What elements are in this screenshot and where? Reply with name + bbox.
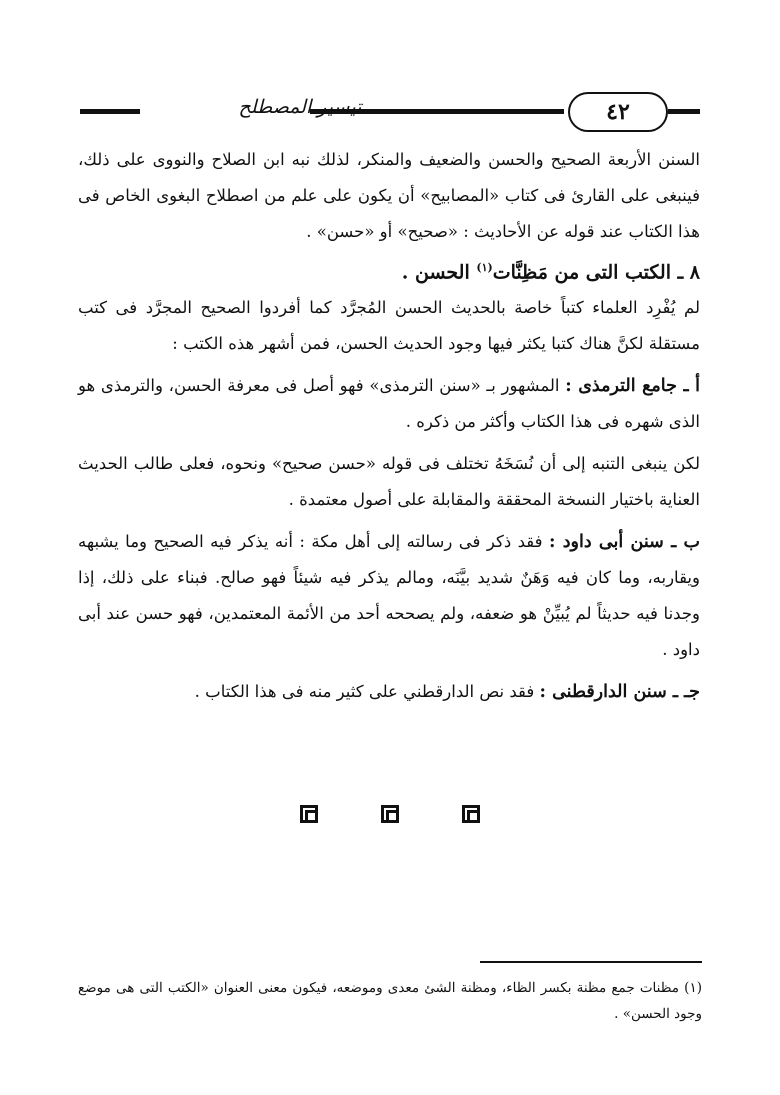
item-a-lead: أ ـ جامع الترمذى : [565,376,701,397]
header-rule-right [668,109,700,114]
running-title: تيسير المصطلح [238,96,362,118]
section-heading [78,250,700,290]
paragraph-tirmidhi [78,368,700,440]
page-header [80,82,700,142]
end-mark-square-icon [300,805,318,823]
paragraph-abu-dawud [78,524,700,668]
paragraph-books-intro: لم يُفْرِد العلماء كتباً خاصة بالحديث الحسن المُجرَّد كما أفردوا الصحيح المجرَّد فى كتب مستقلة لكنَّ هناك كتبا يكثر فيها وجود الحديث الحسن، فمن أشهر هذه الكتب : [78,298,700,354]
section-end-marks [0,805,780,827]
header-rule-left [80,109,140,114]
item-b-lead: ب ـ سنن أبى داود : [548,532,700,553]
footnote-rule [480,961,702,963]
page-number: ٤٢ [568,92,668,132]
paragraph-daraqutni [78,674,700,710]
paragraph-copies-note: لكن ينبغى التنبه إلى أن نُسَخَهُ تختلف فى قوله «حسن صحيح» ونحوه، فعلى طالب الحديث العناية باختيار النسخة المحققة والمقابلة على أصول معتمدة . [78,454,700,510]
paragraph-intro: السنن الأربعة الصحيح والحسن والضعيف والمنكر، لذلك نبه ابن الصلاح والنووى على ذلك، فينبغى على القارئ فى كتاب «المصابيح» أن يكون على علم من اصطلاح البغوى الخاص فى هذا الكتاب عند قوله عن الأحاديث : «صحيح» أو «حسن» . [78,150,700,241]
page-body [78,142,700,710]
section-heading-tail: الحسن . [401,261,470,284]
item-c-text: فقد نص الدارقطني على كثير منه فى هذا الكتاب . [194,682,535,702]
section-heading-text: ٨ ـ الكتب التى من مَظِنَّات [492,261,700,284]
item-c-lead: جـ ـ سنن الدارقطنى : [539,682,700,703]
item-a-text: المشهور بـ «سنن الترمذى» فهو أصل فى معرفة الحسن، والترمذى هو الذى شهره فى هذا الكتاب وأكثر من ذكره . [78,376,700,432]
end-mark-square-icon [462,805,480,823]
item-b-text: فقد ذكر فى رسالته إلى أهل مكة : أنه يذكر فيه الصحيح وما يشبهه ويقاربه، وما كان فيه وَهَنٌ شديد بيَّنَه، ومالم يذكر فيه شيئاً فهو صالح. فبناء على ذلك، إذا وجدنا فيه حديثاً لم يُبيِّنْ هو ضعفه، ولم يصححه أحد من الأئمة المعتمدين، فهو حسن عند أبى داود . [78,532,700,660]
end-mark-square-icon [381,805,399,823]
footnote: (١) مظنات جمع مظنة بكسر الظاء، ومظنة الشئ معدى وموضعه، فيكون معنى العنوان «الكتب التى هى موضع وجود الحسن» . [78,980,702,1022]
footnote-ref: (١) [476,261,493,274]
